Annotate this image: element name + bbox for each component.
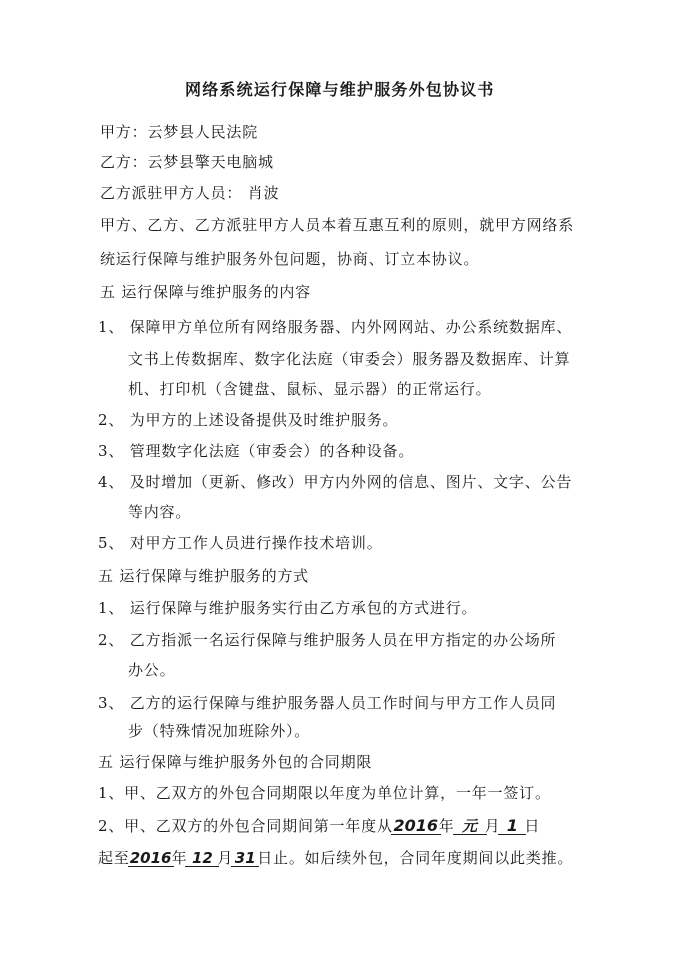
- handwritten-start-year: 2016: [393, 816, 439, 835]
- list-item-continuation: 等内容。: [128, 503, 192, 521]
- day-char: 日: [524, 817, 541, 835]
- handwritten-start-day: 1: [500, 816, 524, 836]
- contract-start-prefix: 2、甲、乙双方的外包合同期间第一年度从: [98, 817, 393, 835]
- contract-end-prefix: 起至: [98, 849, 130, 867]
- list-item: 3、 管理数字化法庭（审委会）的各种设备。: [98, 442, 415, 460]
- party-a-line: 甲方：云梦县人民法院: [100, 123, 259, 141]
- year-char: 年: [438, 817, 455, 835]
- staff-line: 乙方派驻甲方人员： 肖波: [100, 184, 280, 202]
- month-char: 月: [217, 849, 234, 867]
- list-item-continuation: 文书上传数据库、数字化法庭（审委会）服务器及数据库、计算: [128, 350, 571, 368]
- contract-end-line: [98, 848, 573, 868]
- party-b-line: 乙方：云梦县擎天电脑城: [100, 153, 274, 171]
- list-item-continuation: 机、打印机（含键盘、鼠标、显示器）的正常运行。: [128, 380, 492, 398]
- section-heading-term: 五 运行保障与维护服务外包的合同期限: [98, 753, 373, 771]
- contract-end-suffix: 日止。如后续外包，合同年度期间以此类推。: [257, 849, 574, 867]
- list-item-continuation: 办公。: [128, 661, 176, 679]
- list-item: 4、 及时增加（更新、修改）甲方内外网的信息、图片、文字、公告: [98, 473, 573, 491]
- section-heading-method: 五 运行保障与维护服务的方式: [98, 567, 309, 585]
- list-item: 2、 乙方指派一名运行保障与维护服务人员在甲方指定的办公场所: [98, 631, 557, 649]
- list-item: 3、 乙方的运行保障与维护服务器人员工作时间与甲方工作人员同: [98, 694, 557, 712]
- contract-start-line: [98, 816, 540, 836]
- intro-paragraph-line: 甲方、乙方、乙方派驻甲方人员本着互惠互利的原则，就甲方网络系: [100, 216, 575, 234]
- list-item: 1、甲、乙双方的外包合同期限以年度为单位计算，一年一签订。: [98, 784, 551, 802]
- intro-paragraph-line: 统运行保障与维护服务外包问题，协商、订立本协议。: [100, 250, 480, 268]
- handwritten-start-month: 元: [455, 816, 485, 836]
- month-char: 月: [484, 817, 501, 835]
- handwritten-end-day: 31: [234, 849, 256, 867]
- list-item: 5、 对甲方工作人员进行操作技术培训。: [98, 534, 383, 552]
- list-item-continuation: 步（特殊情况加班除外）。: [128, 722, 311, 740]
- list-item: 1、 保障甲方单位所有网络服务器、内外网网站、办公系统数据库、: [98, 318, 573, 336]
- handwritten-end-year: 2016: [129, 849, 172, 867]
- year-char: 年: [171, 849, 188, 867]
- list-item: 2、 为甲方的上述设备提供及时维护服务。: [98, 411, 399, 429]
- section-heading-content: 五 运行保障与维护服务的内容: [100, 283, 311, 301]
- document-title: 网络系统运行保障与维护服务外包协议书: [185, 80, 495, 99]
- handwritten-end-month: 12: [187, 848, 217, 868]
- list-item: 1、 运行保障与维护服务实行由乙方承包的方式进行。: [98, 599, 478, 617]
